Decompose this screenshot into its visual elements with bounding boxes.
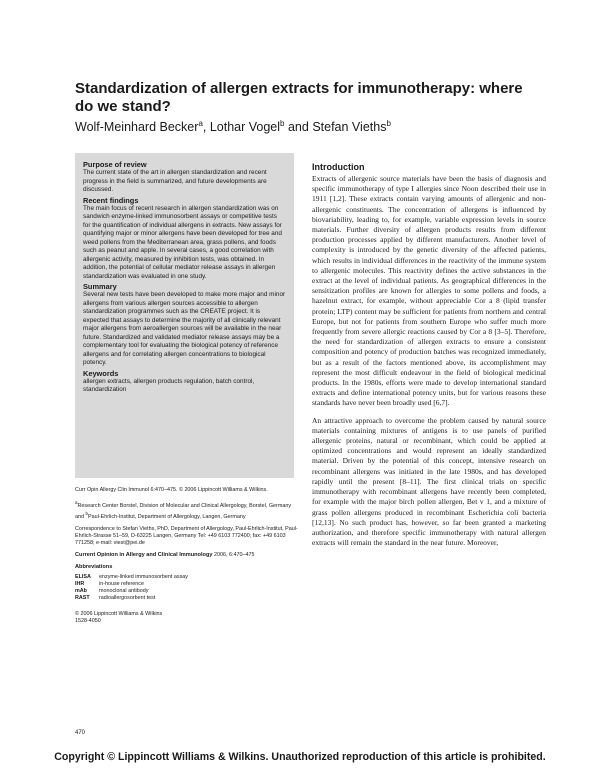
abstract-findings-text: The main focus of recent research in allergen standardization was on sandwich enzyme-linked immunosorbent assays or competitive tests for the quantification of individual allergens in extracts. New assays for quantifying major or minor allergens have been developed for tree and weed pollens from the Mediterranean area, grass pollens, and foods such as peanut and apple. In several cases, a good correlation with allergenic activity, measured by inhibition tests, was obtained. In addition, the potential of cellular mediator release assays in allergen standardization was evaluated in one study. — [83, 204, 282, 280]
introduction-paragraph: Extracts of allergenic source materials have been the basis of diagnosis and specific immunotherapy of type I allergies since Noon described their use in 1911 [1,2]. These extracts contain varying amounts of allergenic and non-allergenic constituents. The concentration of allergens is influenced by biovariability, leading to, for example, variable expression levels in source materials. Further diversity of allergen products results from different production processes applied by different manufacturers. Another level of complexity is introduced by the genetic diversity of the affected patients, which results in individual differences in the reactivity of the immune system to allergenic molecules. This reactivity defines the active substances in the extract at the level of individual patients. As geographical differences in the sensitization profiles are known for allergies to some pollens and foods, a hazelnut extract, for example, without appreciable Cor a 8 (lipid transfer protein; LTP) content may be sufficient for patients from northern and central Europe, but not for patients from southern Europe who suffer much more frequently from severe allergic reactions caused by Cor a 8 [3–5]. Therefore, the need for standardization of allergen extracts to ensure a consistent composition and potency of production batches was recognized immediately, but as a result of the factors mentioned above, its accomplishment may represent the most difficult endeavour in the field of biological medicinal products. In the 1980s, efforts were made to develop international standard extracts and define international potency units, but for various reasons these standards have never been broadly used [6,7]. — [312, 174, 546, 408]
abstract-purpose-heading: Purpose of review — [83, 160, 147, 169]
affiliation-mark: b — [85, 510, 89, 516]
abbreviations-heading: Abbreviations — [75, 563, 113, 570]
abbreviation-row — [75, 574, 300, 581]
author-name: Lothar Vogel — [209, 120, 281, 135]
rights-statement: © 2006 Lippincott Williams & Wilkins — [75, 610, 163, 617]
journal-reference — [75, 552, 300, 559]
abbreviation-row — [75, 588, 300, 595]
author-name: Stefan Vieths — [312, 120, 387, 135]
introduction-heading: Introduction — [312, 162, 365, 172]
affiliation-b: Paul-Ehrlich-Institut, Department of Allergology, Langen, Germany — [88, 513, 246, 520]
abstract-purpose-text: The current state of the art in allergen standardization and recent progress in the field is summarized, and future developments are discussed. — [83, 169, 267, 193]
abbreviation-row — [75, 581, 300, 588]
abbreviation-key: ELISA — [75, 573, 91, 580]
abbreviation-value: enzyme-linked immunosorbent assay — [99, 573, 188, 580]
author-separator: and — [284, 120, 313, 135]
abbreviation-key: RAST — [75, 594, 90, 601]
author-affiliation-mark: b — [386, 119, 391, 128]
page-number: 470 — [75, 730, 86, 736]
copyright-notice: Copyright © Lippincott Williams & Wilkins. Unauthorized reproduction of this article is prohibited. — [54, 751, 546, 763]
journal-volume: 2006, 6:470–475 — [212, 551, 255, 558]
citation-line: Curr Opin Allergy Clin Immunol 6:470–475. © 2006 Lippincott Williams & Wilkins. — [75, 487, 268, 493]
article-title: Standardization of allergen extracts for immunotherapy: where do we stand? — [75, 80, 523, 115]
author-line — [75, 116, 545, 135]
abbreviation-row — [75, 595, 300, 602]
abstract-box — [75, 153, 294, 478]
correspondence: Correspondence to Stefan Vieths, PhD, Department of Allergology, Paul-Ehrlich-Institut, Paul-Ehrlich-Strasse 51–59, D-63225 Langen, Germany Tel: +49 6103 772400; fax: +49 6103 771258; e-mail: viest@pei.de — [75, 525, 298, 546]
author-affiliation-mark: b — [280, 119, 285, 128]
issn: 1528-4050 — [75, 617, 101, 624]
author-affiliation-mark: a — [198, 119, 203, 128]
introduction-section — [312, 162, 546, 555]
abstract-findings-heading: Recent findings — [83, 195, 139, 205]
abbreviation-value: in-house reference — [99, 580, 144, 587]
affiliation-a: Research Center Borstel, Division of Molecular and Clinical Allergology, Borstel, Germany and — [75, 502, 292, 520]
author-separator: , — [202, 120, 210, 135]
abstract-summary-text: Several new tests have been developed to make more major and minor allergens from various allergen sources accessible to allergen standardization programmes such as the CREATE project. It is expected that assays to determine the majority of all clinically relevant major allergens from aeroallergen sources will be available in the near future. Standardized and validated mediator release assays may be a complementary tool for evaluating the biological potency of reference allergens and for correlating allergen concentrations to biological potency. — [83, 291, 286, 366]
affiliations — [75, 499, 300, 521]
abstract-keywords-text: allergen extracts, allergen products regulation, batch control, standardization — [83, 377, 255, 393]
abstract-keywords-heading: Keywords — [83, 368, 119, 378]
abbreviation-key: IHR — [75, 580, 85, 587]
affiliation-mark: a — [75, 500, 78, 505]
abbreviation-value: radioallergosorbent test — [99, 594, 156, 601]
author-name: Wolf-Meinhard Becker — [75, 120, 199, 135]
journal-name: Current Opinion in Allergy and Clinical Immunology — [75, 551, 213, 558]
abbreviations-list — [75, 574, 300, 602]
abstract-summary-heading: Summary — [83, 282, 117, 291]
abbreviation-key: mAb — [75, 587, 87, 594]
article-sidebar — [75, 487, 300, 625]
introduction-paragraph: An attractive approach to overcome the problem caused by natural source materials containing mixtures of antigens is to use panels of purified allergenic proteins, natural or recombinant, which could be applied at optimized concentrations and would represent an ideally standardized material. Driven by the potential of this concept, intensive research on recombinant allergens was initiated in the late 1980s, and has developed rapidly until the present [8–11]. The first clinical trials on specific immunotherapy with recombinant allergens have recently been completed, for example with the major birch pollen allergen, Bet v 1, and a mixture of grass pollen allergens produced in recombinant Escherichia coli bacteria [12,13]. No such product has, however, so far been granted a marketing authorization, and therefore specific immunotherapy with natural allergen extracts will remain the standard in the near future. Moreover, — [312, 415, 546, 548]
abbreviation-value: monoclonal antibody — [99, 587, 149, 594]
